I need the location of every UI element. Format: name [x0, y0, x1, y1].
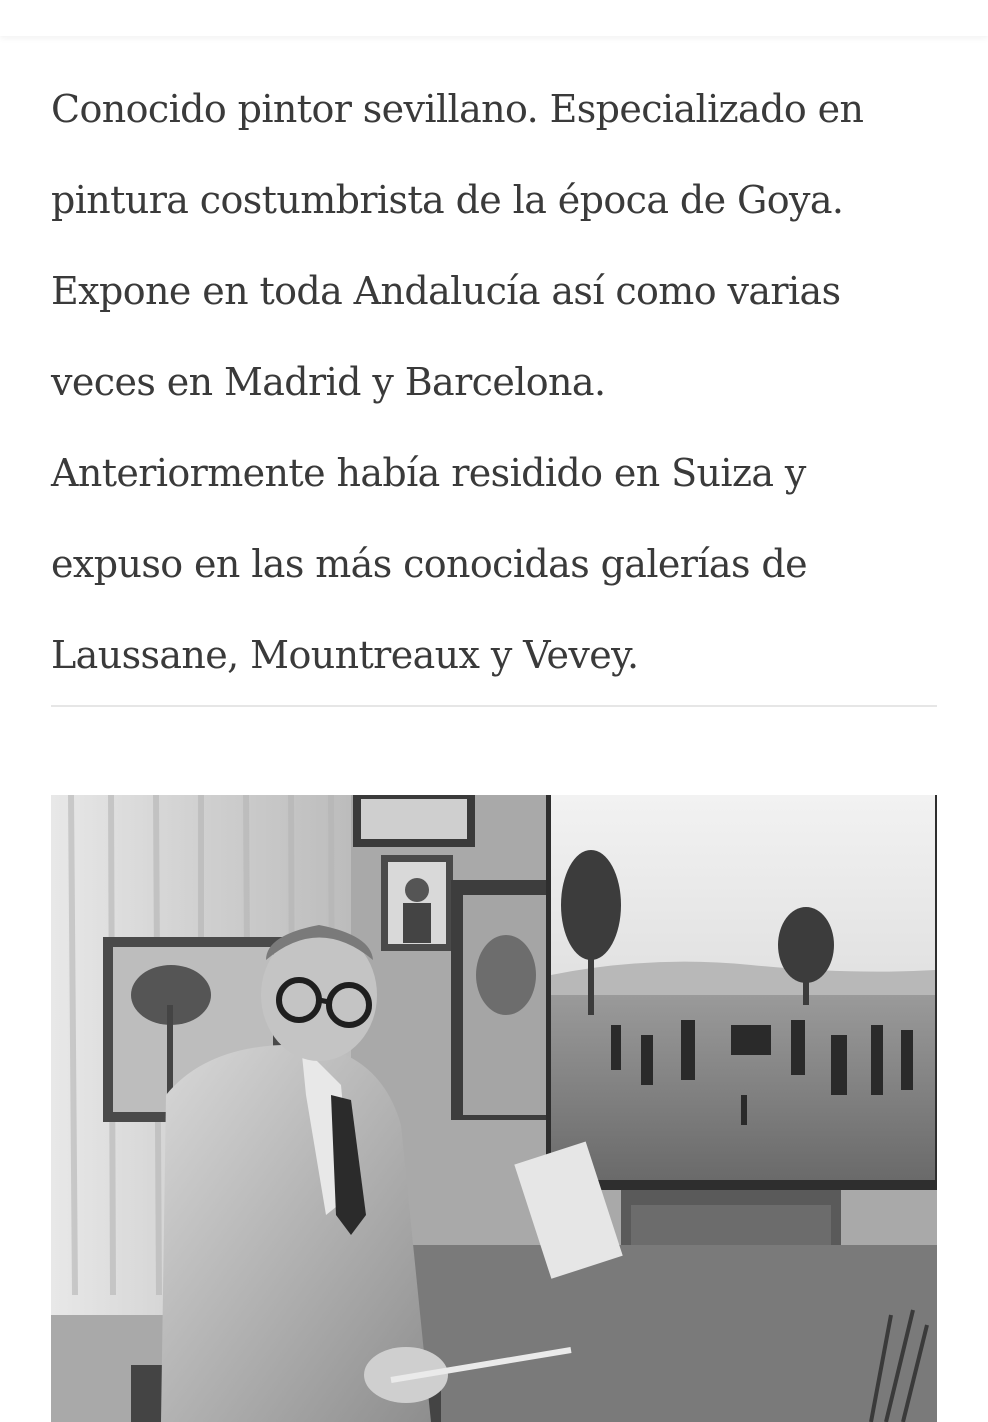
bio-line: Anteriormente había residido en Suiza y — [51, 451, 806, 495]
bio-line: veces en Madrid y Barcelona. — [51, 360, 606, 404]
paint-table — [411, 1245, 937, 1422]
bio-line: Conocido pintor sevillano. Especializado en — [51, 87, 864, 131]
bio-line: pintura costumbrista de la época de Goya. — [51, 178, 844, 222]
bio-line: Expone en toda Andalucía así como varias — [51, 269, 841, 313]
bio-line: Laussane, Mountreaux y Vevey. — [51, 633, 639, 677]
top-bar — [0, 0, 988, 36]
divider — [51, 705, 937, 707]
painter-photo[interactable] — [51, 795, 937, 1422]
article-content — [51, 64, 937, 701]
photo-illustration — [51, 795, 937, 1422]
bio-paragraph — [51, 64, 937, 701]
bio-line: expuso en las más conocidas galerías de — [51, 542, 807, 586]
